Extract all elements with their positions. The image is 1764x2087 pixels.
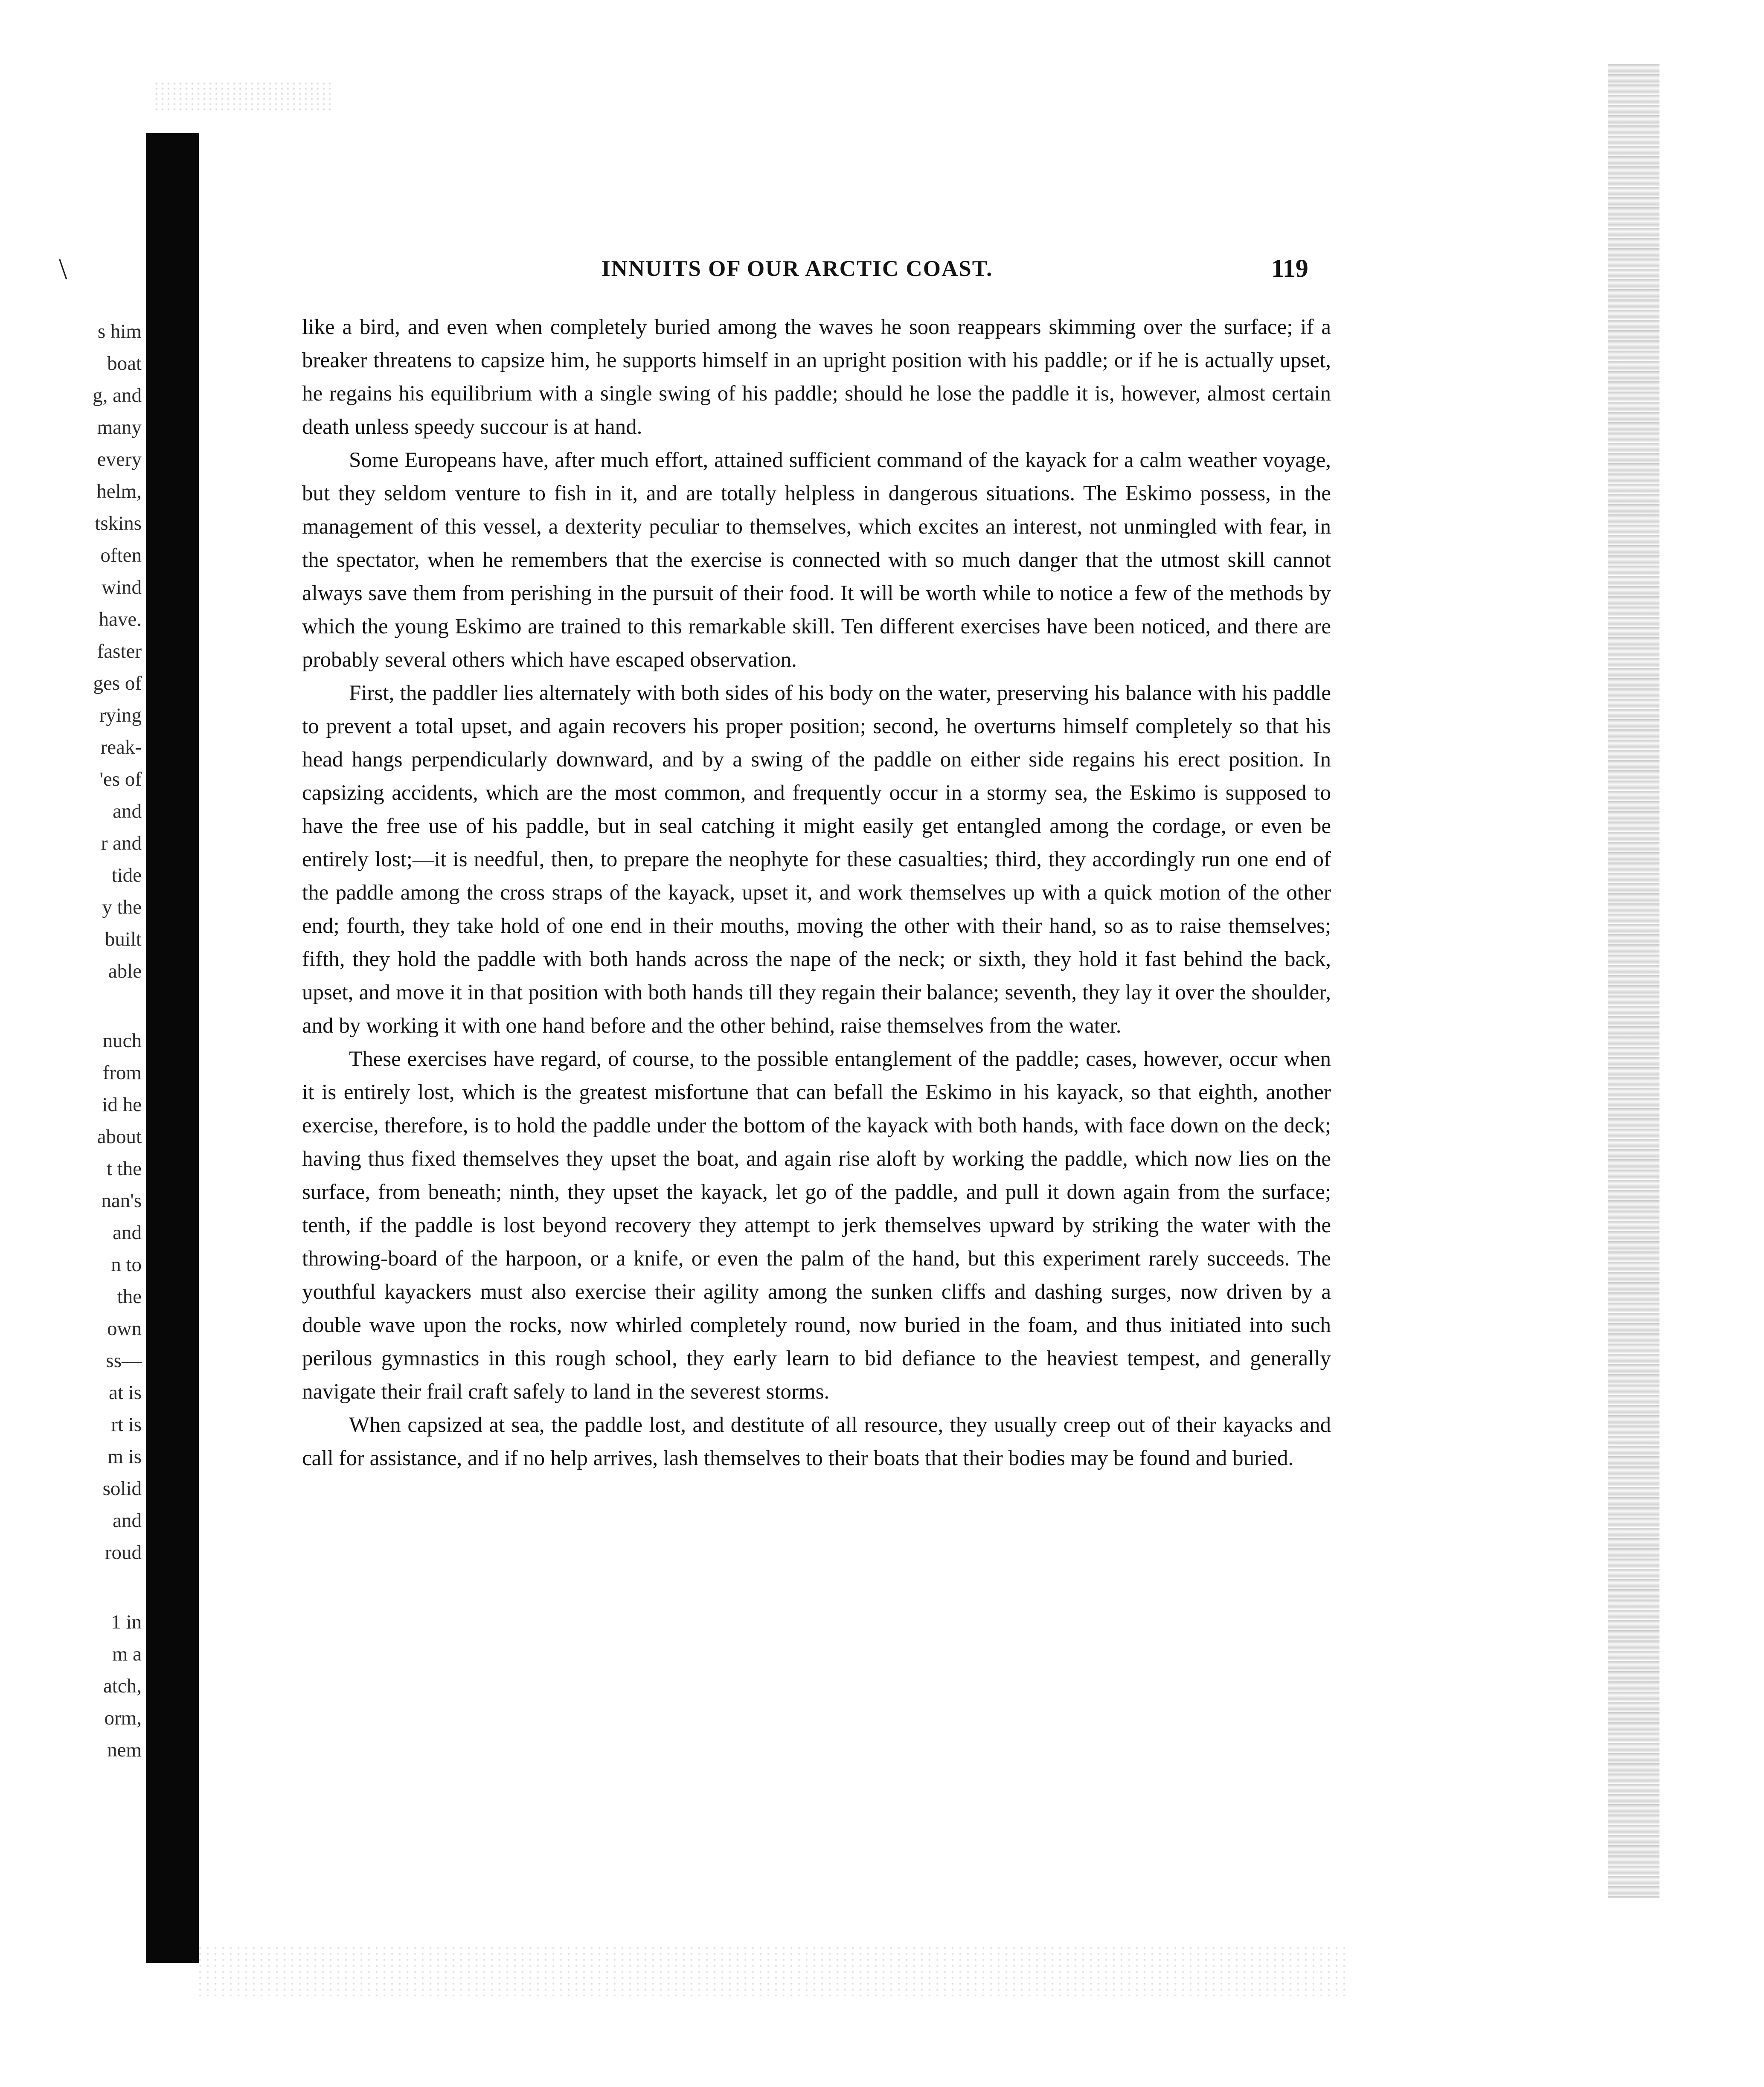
fragment-gap [0,1569,142,1606]
left-page-fragment: m a [112,1643,142,1665]
left-page-fragment: have. [99,608,142,630]
left-page-fragment: r and [101,832,142,854]
left-page-fragment: every [97,448,142,470]
left-page-fragment: built [105,928,142,950]
paragraph: like a bird, and even when completely buried among the waves he soon reappears skimming over the surface; if a breaker threatens to capsize him, he supports himself in an upright position with his paddle; or if he is actually upset, he regains his equilibrium with a single swing of his paddle; should he lose the paddle it is, however, almost certain death unless speedy succour is at hand. [302,315,1331,439]
left-page-fragment: often [100,544,142,566]
left-page-fragment: reak- [100,736,142,758]
left-page-fragment: m is [108,1446,142,1468]
paragraph: Some Europeans have, after much effort, attained sufficient command of the kayack for a calm weather voyage, but they seldom venture to fish in it, and are totally helpless in dangerous situations. The Eskimo possess, in the management of this vessel, a dexterity peculiar to themselves, which excites an interest, not unmingled with fear, in the spectator, when he remembers that the exercise is connected with so much danger that the utmost skill cannot always save them from perishing in the pursuit of their food. It will be worth while to notice a few of the methods by which the young Eskimo are trained to this remarkable skill. Ten different exercises have been noticed, and there are probably several others which have escaped observation. [302,448,1331,672]
left-page-fragment: tide [111,864,142,886]
left-page-fragment: at is [108,1382,142,1404]
left-page-fragment: and [113,800,142,822]
left-page-fragment: able [108,960,142,982]
left-page-fragment: many [97,416,142,438]
left-page-fragment: ges of [93,672,142,694]
page-number: 119 [1271,254,1308,282]
left-page-fragment: own [107,1318,142,1340]
left-page-fragments [0,316,142,1766]
left-page-fragment: ss— [106,1350,142,1372]
left-page-fragment: orm, [104,1707,142,1729]
left-page-mark: \ [59,253,67,286]
left-page-fragment: from [102,1062,142,1084]
left-page-fragment: 'es of [99,768,142,790]
left-page-fragment: the [117,1286,142,1308]
paragraph: When capsized at sea, the paddle lost, and destitute of all resource, they usually creep out of their kayacks and call for assistance, and if no help arrives, lash themselves to their boats that their bodies may be found and buried. [302,1413,1331,1470]
left-page-fragment: y the [102,896,142,918]
left-page-fragment: rt is [111,1414,142,1436]
body-text [302,311,1331,1475]
page-edge-noise [1608,64,1659,1898]
left-page-fragment: boat [107,352,142,374]
left-page-fragment: solid [102,1477,142,1500]
paragraph: These exercises have regard, of course, to the possible entanglement of the paddle; cases, however, occur when it is entirely lost, which is the greatest misfortune that can befall the Eskimo in his kayack, so that eighth, another exercise, therefore, is to hold the paddle under the bottom of the kayack with both hands, with face down on the deck; having thus fixed themselves they upset the boat, and again rise aloft by working the paddle, which now lies on the surface, from beneath; ninth, they upset the kayack, let go of the paddle, and pull it down again from the surface; tenth, if the paddle is lost beyond recovery they attempt to jerk themselves upward by striking the water with the throwing-board of the harpoon, or a knife, or even the palm of the hand, but this experiment rarely succeeds. The youthful kayackers must also exercise their agility among the sunken cliffs and dashing surges, now driven by a double wave upon the rocks, now whirled completely round, now buried in the foam, and thus initiated into such perilous gymnastics in this rough school, they early learn to bid defiance to the heaviest tempest, and generally navigate their frail craft safely to land in the severest storms. [302,1047,1331,1404]
running-head: INNUITS OF OUR ARCTIC COAST. [602,256,993,281]
left-page-fragment: nan's [101,1190,142,1212]
left-page-fragment: faster [97,640,142,662]
left-page-fragment: id he [102,1094,142,1116]
left-page-fragment: about [97,1126,142,1148]
left-page-fragment: wind [102,576,142,598]
left-page-fragment: 1 in [111,1611,142,1633]
left-page-fragment: atch, [103,1675,142,1697]
left-page-fragment: and [113,1222,142,1244]
scan-noise-bottom [196,1945,1348,1996]
fragment-gap [0,987,142,1025]
paragraph: First, the paddler lies alternately with both sides of his body on the water, preserving his balance with his paddle to prevent a total upset, and again recovers his proper position; second, he overturns himself completely so that his head hangs perpendicularly downward, and by a swing of the paddle on either side regains his erect position. In capsizing accidents, which are the most common, and frequently occur in a stormy sea, the Eskimo is supposed to have the free use of his paddle, but in seal catching it might easily get entangled among the cordage, or even be entirely lost;—it is needful, then, to prepare the neophyte for these casualties; third, they accordingly run one end of the paddle among the cross straps of the kayack, upset it, and work themselves up with a quick motion of the other end; fourth, they take hold of one end in their mouths, moving the other with their hand, so as to raise themselves; fifth, they hold the paddle with both hands across the nape of the neck; or sixth, they hold it fast behind the back, upset, and move it in that position with both hands till they regain their balance; seventh, they lay it over the shoulder, and by working it with one hand before and the other behind, raise themselves from the water. [302,681,1331,1038]
left-page-fragment: rying [99,704,142,726]
left-page-fragment: and [113,1509,142,1532]
left-page-fragment: t the [106,1158,142,1180]
left-page-fragment: tskins [95,512,142,534]
left-page-fragment: g, and [93,384,142,406]
left-page-fragment: nem [107,1739,142,1761]
book-spine-shadow [146,133,199,1963]
left-page-fragment: helm, [96,480,142,502]
left-page-fragment: n to [111,1254,142,1276]
left-page-fragment: s him [97,320,142,343]
scan-noise-top [154,81,333,111]
left-page-fragment: nuch [102,1030,142,1052]
left-page-fragment: roud [105,1541,142,1564]
